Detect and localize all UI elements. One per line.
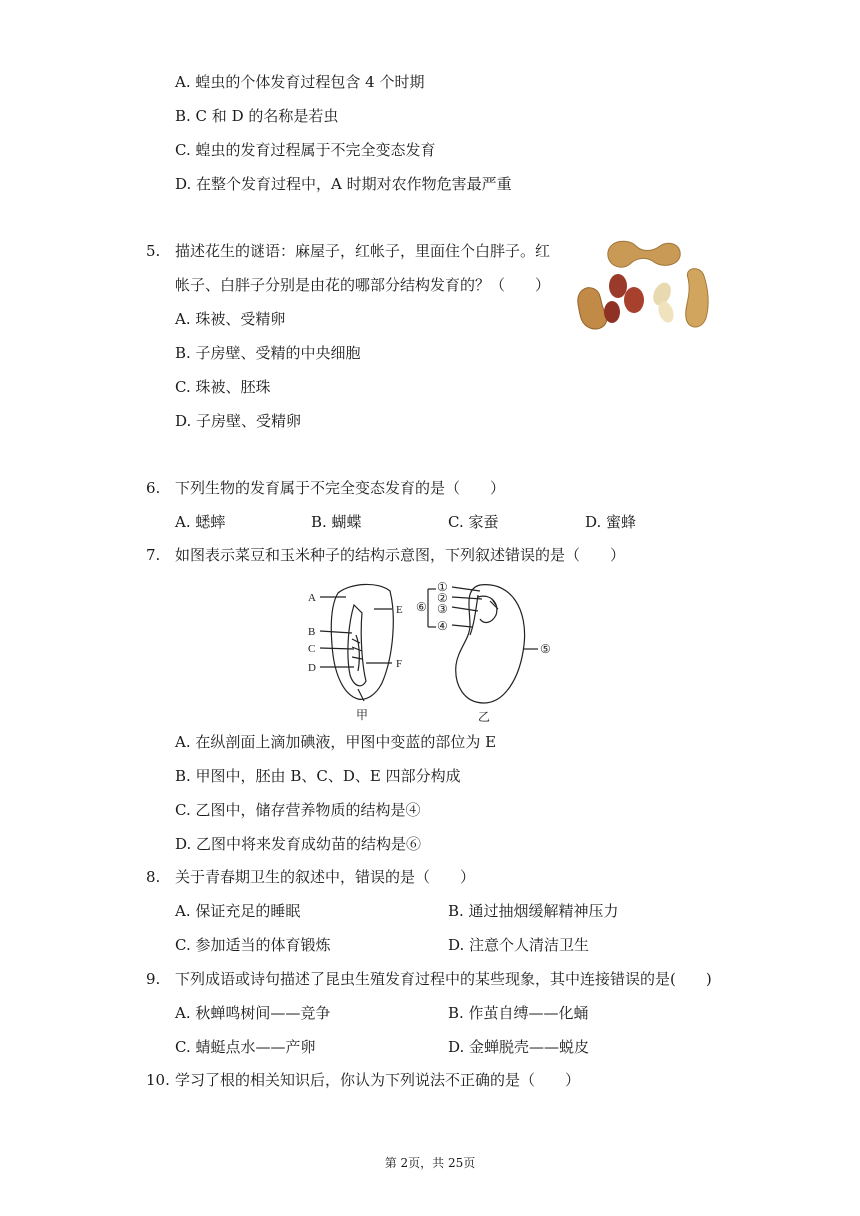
q6-option-d: D. 蜜蜂 [585, 513, 637, 531]
q9-option-d: D. 金蝉脱壳——蜕皮 [448, 1038, 590, 1056]
label-circle-5: ⑤ [540, 642, 551, 656]
seed-structure-diagram [300, 575, 565, 725]
q6-option-a: A. 蟋蟀 [175, 513, 226, 531]
q7-number: 7. [146, 546, 161, 564]
q8-option-a: A. 保证充足的睡眠 [175, 902, 301, 920]
q8-option-d: D. 注意个人清洁卫生 [448, 936, 590, 954]
label-circle-1: ① [437, 580, 448, 594]
page-footer: 第 2页，共 25页 [384, 1156, 476, 1170]
q6-option-b: B. 蝴蝶 [311, 513, 362, 531]
label-circle-4: ④ [437, 619, 448, 633]
label-b: B [308, 626, 316, 638]
q7-option-c: C. 乙图中，储存营养物质的结构是④ [175, 801, 421, 819]
q7-option-b: B. 甲图中，胚由 B、C、D、E 四部分构成 [175, 767, 461, 785]
q5-option-d: D. 子房壁、受精卵 [175, 412, 302, 430]
q5-option-b: B. 子房壁、受精的中央细胞 [175, 344, 361, 362]
q7-option-a: A. 在纵剖面上滴加碘液，甲图中变蓝的部位为 E [175, 733, 497, 751]
q8-option-b: B. 通过抽烟缓解精神压力 [448, 902, 619, 920]
q8-number: 8. [146, 868, 161, 886]
q8-option-c: C. 参加适当的体育锻炼 [175, 936, 331, 954]
q5-number: 5. [146, 242, 161, 260]
q6-option-c: C. 家蚕 [448, 513, 499, 531]
q9-option-b: B. 作茧自缚——化蛹 [448, 1004, 589, 1022]
q4-option-b: B. C 和 D 的名称是若虫 [175, 107, 339, 125]
q10-number: 10. [146, 1071, 170, 1089]
q6-number: 6. [146, 479, 161, 497]
q5-option-c: C. 珠被、胚珠 [175, 378, 271, 396]
label-circle-3: ③ [437, 602, 448, 616]
q7-option-d: D. 乙图中将来发育成幼苗的结构是⑥ [175, 835, 422, 853]
label-jia: 甲 [356, 708, 369, 722]
q8-text: 关于青春期卫生的叙述中，错误的是（ ） [175, 868, 476, 886]
q9-option-a: A. 秋蝉鸣树间——竞争 [175, 1004, 331, 1022]
q5-text-line2: 帐子、白胖子分别是由花的哪部分结构发育的？（ ） [175, 276, 551, 294]
label-a: A [308, 592, 316, 604]
q10-text: 学习了根的相关知识后，你认为下列说法不正确的是（ ） [175, 1071, 581, 1089]
label-e: E [396, 604, 403, 616]
q4-option-c: C. 蝗虫的发育过程属于不完全变态发育 [175, 141, 436, 159]
q7-text: 如图表示菜豆和玉米种子的结构示意图，下列叙述错误的是（ ） [175, 546, 626, 564]
peanut-image [570, 234, 715, 334]
q5-text-line1: 描述花生的谜语：麻屋子，红帐子，里面住个白胖子。红 [175, 242, 551, 260]
q9-number: 9. [146, 970, 161, 988]
q9-option-c: C. 蜻蜓点水——产卵 [175, 1038, 316, 1056]
q4-option-a: A. 蝗虫的个体发育过程包含 4 个时期 [175, 73, 425, 91]
q4-option-d: D. 在整个发育过程中，A 时期对农作物危害最严重 [175, 175, 512, 193]
q5-option-a: A. 珠被、受精卵 [175, 310, 286, 328]
label-yi: 乙 [478, 710, 491, 724]
q9-text: 下列成语或诗句描述了昆虫生殖发育过程中的某些现象，其中连接错误的是( ) [175, 970, 712, 988]
label-circle-2: ② [437, 591, 448, 605]
label-d: D [308, 662, 316, 674]
label-circle-6: ⑥ [416, 600, 427, 614]
q6-text: 下列生物的发育属于不完全变态发育的是（ ） [175, 479, 506, 497]
label-f: F [396, 658, 403, 670]
label-c: C [308, 643, 316, 655]
